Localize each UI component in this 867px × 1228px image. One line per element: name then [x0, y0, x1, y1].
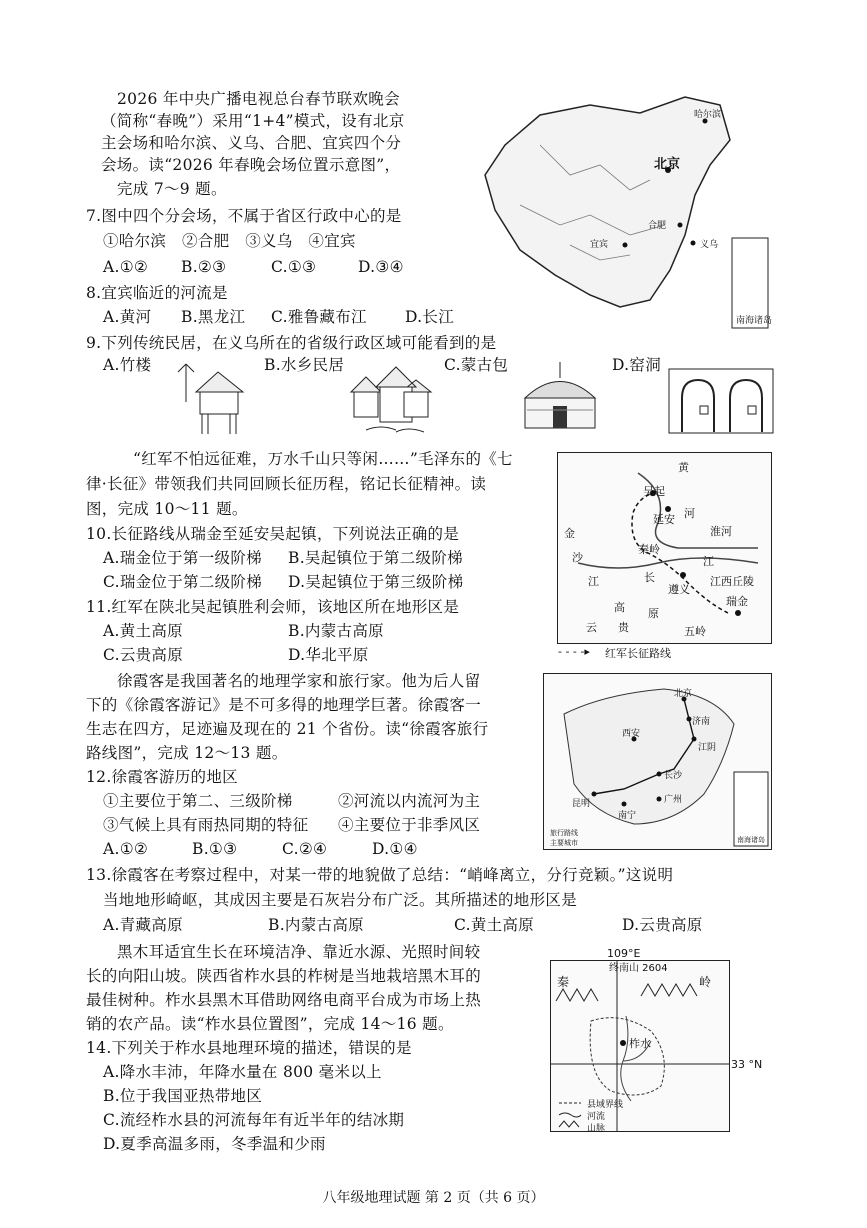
map3-label: 昆明 [572, 799, 591, 809]
q10-option-d: D.吴起镇位于第三级阶梯 [288, 573, 464, 591]
q7-stem: 7.图中四个分会场，不属于省区行政中心的是 [86, 207, 402, 225]
q11-option-d: D.华北平原 [288, 646, 369, 664]
china-map-outline [480, 85, 773, 330]
q14-option-a: A.降水丰沛，年降水量在 800 毫米以上 [103, 1063, 382, 1081]
q12-option-c: C.②④ [282, 840, 328, 858]
map2-label: 长 [644, 571, 655, 584]
q10-stem: 10.长征路线从瑞金至延安吴起镇，下列说法正确的是 [86, 525, 460, 543]
map4-legend: 山脉 [587, 1124, 606, 1134]
map2-label: 五岭 [684, 625, 706, 638]
q8-option-a: A.黄河 [103, 308, 152, 326]
q8-stem: 8.宜宾临近的河流是 [86, 284, 228, 302]
q12-item: ②河流以内流河为主 [338, 792, 481, 810]
intro-4-line: 黑木耳适宜生长在环境洁净、靠近水源、光照时间较 [117, 943, 481, 961]
intro-4-line: 长的向阳山坡。陕西省柞水县的柞树是当地栽培黑木耳的 [86, 967, 482, 985]
map2-label: 金 [564, 527, 575, 540]
map3-label: 济南 [692, 717, 711, 727]
map1-label: 南海诸岛 [736, 316, 773, 326]
map4-longitude: 109°E [607, 947, 641, 960]
map2-label: 江 [703, 555, 714, 568]
map2-label: 贵 [618, 621, 629, 634]
q13-stem-line1: 13.徐霞客在考察过程中，对某一带的地貌做了总结：“峭峰离立，分行竞颖。”这说明 [86, 866, 674, 884]
q14-stem: 14.下列关于柞水县地理环境的描述，错误的是 [86, 1039, 412, 1057]
intro-3-line: 生志在四方，足迹遍及现在的 21 个省份。读“徐霞客旅行 [86, 720, 489, 738]
map3-inset-label: 南海诸岛 [737, 836, 765, 844]
q10-option-b: B.吴起镇位于第二级阶梯 [288, 549, 463, 567]
water-town-house-image [346, 362, 436, 438]
map3-legend: 旅行路线 [550, 829, 578, 837]
map1-label: 宜宾 [590, 240, 609, 250]
map4-label: 秦 [557, 975, 570, 989]
map3-label: 江阴 [698, 743, 717, 753]
q9-stem: 9.下列传统民居，在义乌所在的省级行政区域可能看到的是 [86, 334, 497, 352]
q7-option-d: D.③④ [358, 258, 404, 276]
map4-label: 柞水 [629, 1037, 651, 1050]
map2-label: 吴起 [643, 485, 665, 498]
map1-label: 北京 [654, 157, 681, 172]
map3-label: 南宁 [618, 811, 637, 821]
yurt-image [515, 360, 605, 436]
q10-option-a: A.瑞金位于第一级阶梯 [103, 549, 262, 567]
xu-xiake-route [544, 674, 771, 849]
map2-label: 瑞金 [726, 595, 748, 608]
intro-2-line: 律·长征》带领我们共同回顾长征历程，铭记长征精神。读 [86, 475, 487, 493]
map4-peak: 终南山 2604 [609, 963, 668, 974]
map2-label: 遵义 [668, 583, 690, 596]
intro-3-line: 路线图”，完成 12～13 题。 [86, 744, 288, 762]
map4-latitude: 33 °N [731, 1058, 763, 1071]
q12-stem: 12.徐霞客游历的地区 [86, 768, 238, 786]
map3-label: 北京 [674, 689, 693, 699]
q12-option-d: D.①④ [372, 840, 418, 858]
intro-1-line: 主会场和哈尔滨、义乌、合肥、宜宾四个分 [101, 134, 402, 152]
china-venue-map [480, 85, 773, 330]
map4-legend: 河流 [587, 1112, 606, 1122]
q7-items: ①哈尔滨 ②合肥 ③义乌 ④宜宾 [103, 232, 356, 250]
q7-option-b: B.②③ [181, 258, 227, 276]
intro-2-line: “红军不怕远征难，万水千山只等闲……”毛泽东的《七 [133, 450, 513, 468]
intro-1-line: 2026 年中央广播电视总台春节联欢晚会 [117, 90, 400, 108]
intro-3-line: 徐霞客是我国著名的地理学家和旅行家。他为后人留 [117, 672, 481, 690]
zhashui-location-map [550, 960, 730, 1132]
map2-label: 云 [586, 621, 597, 634]
map3-legend: 主要城市 [550, 839, 578, 847]
map2-label: 淮河 [710, 525, 732, 538]
map1-label: 哈尔滨 [694, 110, 722, 120]
map2-label: 江西丘陵 [710, 575, 754, 588]
q7-option-a: A.①② [103, 258, 149, 276]
intro-2-line: 图，完成 10～11 题。 [86, 500, 248, 518]
q11-option-b: B.内蒙古高原 [288, 622, 384, 640]
map4-legend: 县域界线 [587, 1100, 624, 1110]
map1-label: 合肥 [648, 221, 667, 231]
map1-label: 义乌 [700, 240, 719, 250]
map3-label: 广州 [664, 795, 683, 805]
q12-item: ③气候上具有雨热同期的特征 [103, 816, 309, 834]
q12-option-b: B.①③ [192, 840, 238, 858]
q12-item: ④主要位于非季风区 [338, 816, 481, 834]
q13-option-a: A.青藏高原 [103, 916, 183, 934]
long-march-route [558, 453, 771, 643]
map2-label: 沙 [572, 551, 583, 564]
q14-option-d: D.夏季高温多雨，冬季温和少雨 [103, 1135, 326, 1153]
xu-xiake-route-map [543, 673, 772, 850]
map2-label: 秦岭 [638, 543, 660, 556]
q7-option-c: C.①③ [271, 258, 317, 276]
intro-4-line: 最佳树种。柞水县黑木耳借助网络电商平台成为市场上热 [86, 991, 482, 1009]
map3-label: 西安 [622, 729, 641, 739]
intro-3-line: 下的《徐霞客游记》是不可多得的地理学巨著。徐霞客一 [86, 696, 482, 714]
q9-option-b: B.水乡民居 [264, 356, 345, 374]
q12-option-a: A.①② [103, 840, 149, 858]
map2-label: 江 [588, 575, 599, 588]
q13-option-d: D.云贵高原 [622, 916, 703, 934]
q12-item: ①主要位于第二、三级阶梯 [103, 792, 293, 810]
map4-label: 岭 [699, 975, 712, 989]
intro-1-line: （简称“春晚”）采用“1+4”模式，设有北京 [101, 112, 405, 130]
q8-option-b: B.黑龙江 [181, 308, 246, 326]
cave-dwelling-image [668, 368, 774, 434]
map2-label: 黄 [678, 461, 689, 474]
map2-legend-symbol: - - - -▸ [558, 645, 590, 658]
q13-stem-line2: 当地地形崎岖，其成因主要是石灰岩分布广泛。其所描述的地形区是 [103, 891, 578, 909]
long-march-map [557, 452, 772, 644]
q10-option-c: C.瑞金位于第二级阶梯 [103, 573, 263, 591]
intro-1-line: 会场。读“2026 年春晚会场位置示意图”， [101, 156, 401, 174]
map2-label: 原 [648, 607, 659, 620]
map2-label: 延安 [653, 513, 675, 526]
map2-label: 河 [684, 507, 695, 520]
q8-option-c: C.雅鲁藏布江 [271, 308, 367, 326]
intro-1-line: 完成 7～9 题。 [117, 180, 227, 198]
map3-label: 长沙 [664, 771, 683, 781]
q13-option-b: B.内蒙古高原 [268, 916, 364, 934]
q11-stem: 11.红军在陕北吴起镇胜利会师，该地区所在地形区是 [86, 598, 460, 616]
map2-label: 高 [614, 601, 625, 614]
q8-option-d: D.长江 [405, 308, 455, 326]
q14-option-b: B.位于我国亚热带地区 [103, 1087, 263, 1105]
q13-option-c: C.黄土高原 [454, 916, 535, 934]
q9-option-a: A.竹楼 [103, 356, 152, 374]
q11-option-a: A.黄土高原 [103, 622, 183, 640]
page-footer: 八年级地理试题 第 2 页（共 6 页） [322, 1190, 545, 1206]
q14-option-c: C.流经柞水县的河流每年有近半年的结冰期 [103, 1111, 405, 1129]
bamboo-house-image [168, 362, 248, 440]
q11-option-c: C.云贵高原 [103, 646, 184, 664]
intro-4-line: 销的农产品。读“柞水县位置图”，完成 14～16 题。 [86, 1015, 454, 1033]
q9-option-c: C.蒙古包 [444, 356, 509, 374]
q9-option-d: D.窑洞 [612, 356, 662, 374]
map2-legend: 红军长征路线 [605, 647, 671, 660]
